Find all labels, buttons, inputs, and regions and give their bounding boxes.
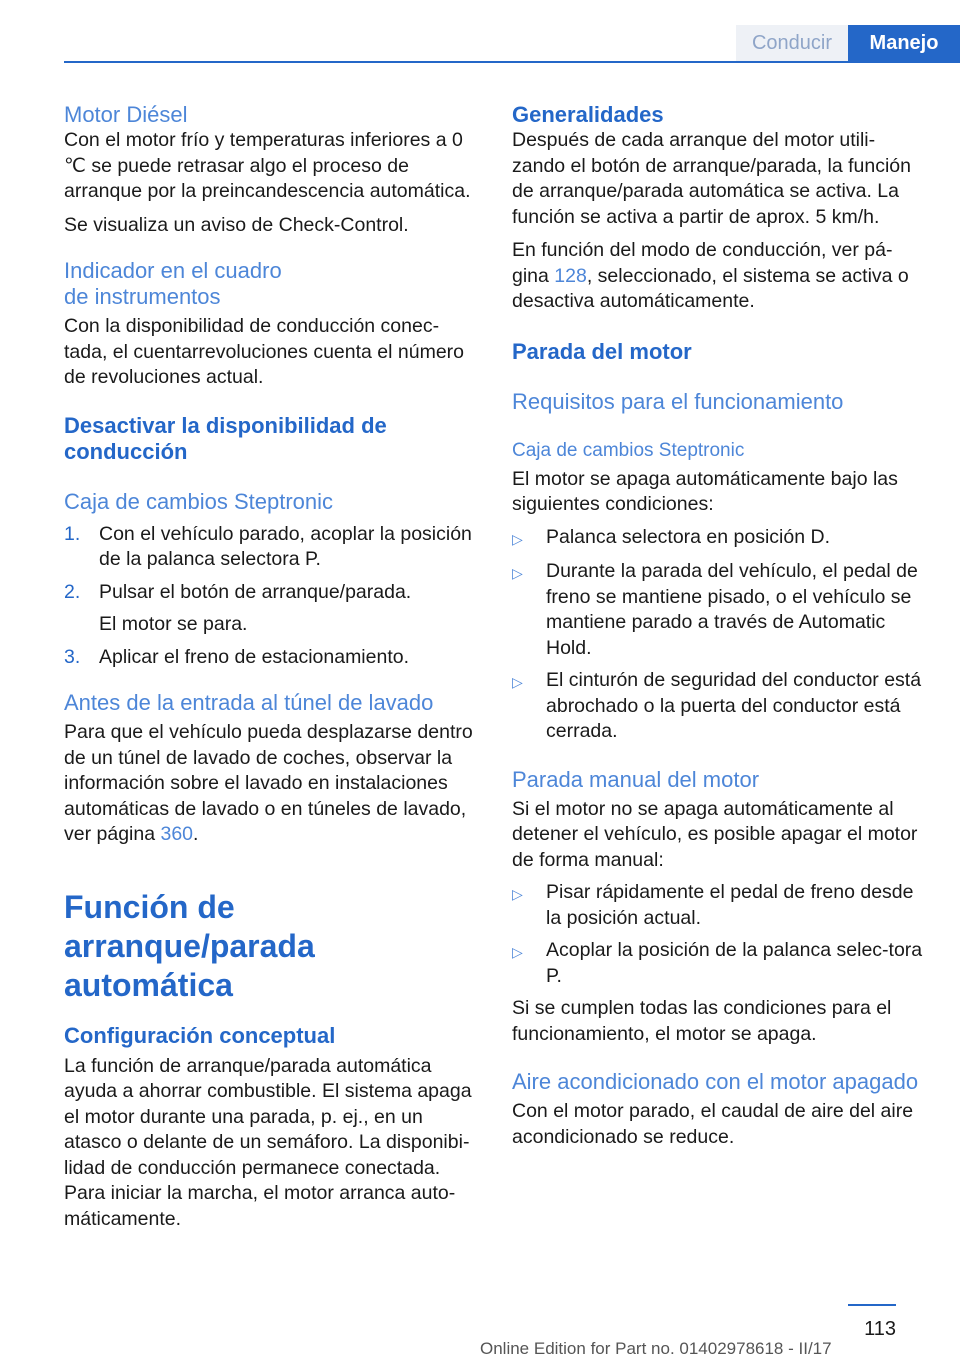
paragraph: Con el motor parado, el caudal de aire del aire acondicionado se reduce. [512, 1100, 914, 1148]
section-tunel [64, 690, 478, 848]
heading-line: Indicador en el cuadro [64, 258, 282, 283]
list-item [512, 938, 926, 989]
heading-manual: Parada manual del motor [512, 766, 760, 792]
paragraph: Con la disponibilidad de conducción conec-tada, el cuentarrevoluciones cuenta el número de revoluciones actual. [64, 315, 464, 388]
paragraph [512, 238, 926, 315]
heading-parada: Parada del motor [512, 338, 692, 364]
heading-aire: Aire acondicionado con el motor apagado [512, 1069, 919, 1094]
page-number: 113 [864, 1318, 896, 1340]
paragraph: Si el motor no se apaga automáticamente al detener el vehículo, es posible apagar el motor de forma manual: [512, 797, 918, 871]
list-item [512, 559, 926, 661]
page-link-128[interactable]: 128 [554, 264, 587, 287]
header-tabs [736, 25, 960, 61]
left-column [64, 102, 478, 1232]
step-text: Pulsar el botón de arranque/parada. [99, 580, 412, 603]
heading-configuracion: Configuración conceptual [64, 1022, 336, 1048]
section-steptronic-left [64, 489, 478, 671]
section-generalidades [512, 102, 926, 315]
bullet-text: Palanca selectora en posición D. [546, 525, 830, 548]
paragraph: Después de cada arranque del motor utili-zando el botón de arranque/parada, la función de arranque/parada automática se activa. La función se activa a partir de aprox. 5 km/h. [512, 129, 911, 228]
tab-manejo[interactable]: Manejo [848, 25, 960, 61]
step-text: Con el vehículo parado, acoplar la posición de la palanca selectora P. [99, 522, 472, 570]
step-text: Aplicar el freno de estacionamiento. [99, 645, 410, 668]
section-motor-diesel [64, 102, 478, 238]
text: Para que el vehículo pueda desplazarse dentro de un túnel de lavado de coches, observar la información sobre el lavado en instalaciones automáticas de lavado o en túneles de lavado, ver página [64, 721, 473, 845]
heading-requisitos: Requisitos para el funcionamiento [512, 388, 844, 414]
list-item [512, 525, 926, 553]
right-column [512, 102, 926, 1150]
list-item [64, 580, 478, 638]
heading-tunel: Antes de la entrada al túnel de lavado [64, 690, 434, 715]
paragraph: El motor se apaga automáticamente bajo las siguientes condiciones: [512, 467, 898, 515]
text: En función del modo de conducción, ver pá-gina [512, 239, 893, 287]
paragraph: Con el motor frío y temperaturas inferiores a 0 ℃ se puede retrasar algo el proceso de arranque por la preincandescencia automática. [64, 129, 471, 202]
triangle-right-icon: ▷ [512, 944, 523, 960]
text: , seleccionado, el sistema se activa o desactiva automáticamente. [512, 264, 909, 312]
text: . [193, 823, 199, 845]
section-indicador [64, 258, 478, 391]
paragraph: Se visualiza un aviso de Check-Control. [64, 213, 409, 236]
list-item [64, 645, 478, 671]
list-item [64, 522, 478, 573]
footer-rule [848, 1304, 896, 1306]
list-item [512, 880, 926, 931]
section-aire [512, 1069, 926, 1150]
list-item [512, 668, 926, 745]
triangle-right-icon: ▷ [512, 530, 523, 547]
conditions-list [512, 525, 926, 745]
bullet-text: El cinturón de seguridad del conductor está abrochado o la puerta del conductor está cerrada. [546, 669, 922, 742]
header-rule [64, 61, 960, 63]
step-body [99, 580, 478, 638]
manual-list [512, 880, 926, 989]
triangle-right-icon: ▷ [512, 674, 523, 690]
triangle-right-icon: ▷ [512, 565, 523, 581]
page-link-360[interactable]: 360 [160, 823, 194, 845]
heading-funcion: Función de arranque/parada automática [64, 888, 315, 1003]
heading-generalidades: Generalidades [512, 102, 664, 127]
bullet-text: Acoplar la posición de la palanca selec-tora P. [546, 939, 923, 987]
heading-steptronic: Caja de cambios Steptronic [64, 488, 334, 514]
step-subtext: El motor se para. [99, 613, 248, 635]
step-number: 3. [64, 645, 81, 668]
edition-watermark: Online Edition for Part no. 01402978618 - II/17 [480, 1339, 832, 1358]
paragraph: Si se cumplen todas las condiciones para el funcionamiento, el motor se apaga. [512, 997, 892, 1045]
paragraph: La función de arranque/parada automática ayuda a ahorrar combustible. El sistema apaga el motor durante una parada, p. ej., en un atasco o delante de un semáforo. La disponibi-lidad de conducción permanece conectada. Para iniciar la marcha, el motor arranca auto-máticamente. [64, 1054, 472, 1230]
section-steptronic-right [512, 439, 926, 745]
section-configuracion [64, 1023, 478, 1233]
tab-conducir[interactable]: Conducir [736, 25, 848, 61]
bullet-text: Durante la parada del vehículo, el pedal de freno se mantiene pisado, o el vehículo se mantiene parado a través de Automatic Hold. [546, 560, 918, 659]
paragraph [64, 720, 478, 848]
heading-steptronic: Caja de cambios Steptronic [512, 439, 745, 461]
heading-line: de instrumentos [64, 284, 221, 309]
heading-motor-diesel: Motor Diésel [64, 102, 188, 127]
heading-desactivar: Desactivar la disponibilidad de conducción [64, 412, 387, 464]
heading-indicador [64, 258, 478, 310]
bullet-text: Pisar rápidamente el pedal de freno desde la posición actual. [546, 881, 914, 929]
triangle-right-icon: ▷ [512, 886, 523, 902]
step-number: 1. [64, 522, 81, 545]
steps-list [64, 522, 478, 671]
step-number: 2. [64, 580, 81, 603]
section-manual [512, 767, 926, 1048]
